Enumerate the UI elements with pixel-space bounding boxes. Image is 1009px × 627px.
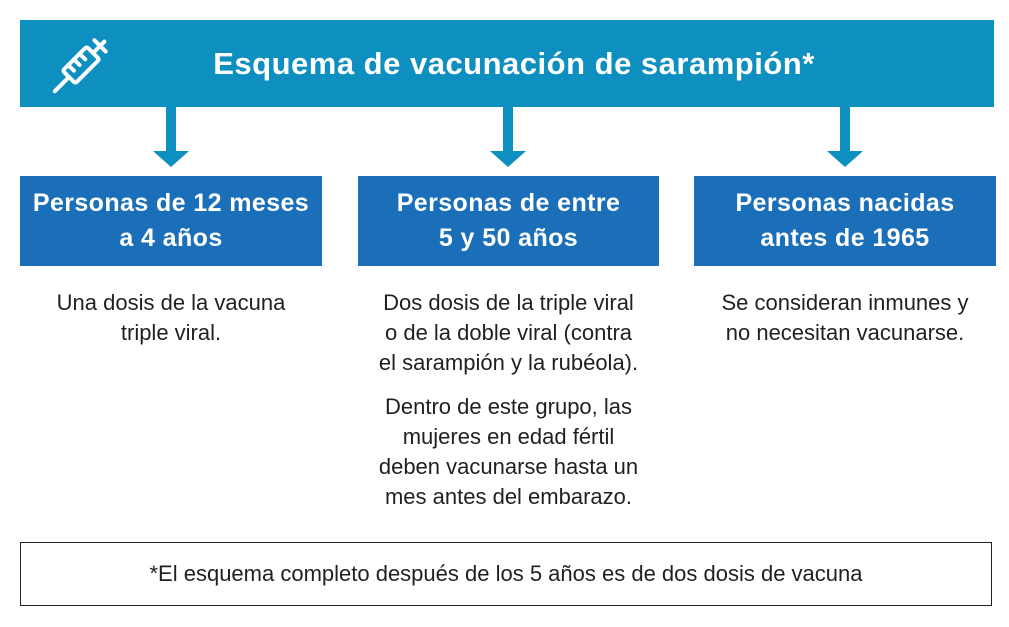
description-line: mujeres en edad fértil <box>402 424 615 449</box>
header-banner <box>20 20 994 107</box>
description-paragraph <box>345 288 672 378</box>
description-line: mes antes del embarazo. <box>384 484 633 509</box>
group-title-line: Personas de 12 meses <box>32 189 310 217</box>
page-title: Esquema de vacunación de sarampión* <box>213 46 815 81</box>
description-paragraph <box>345 392 672 512</box>
group-card-5-50-years <box>358 176 659 266</box>
description-line: el sarampión y la rubéola). <box>378 350 639 375</box>
description-line: Dos dosis de la triple viral <box>383 290 634 315</box>
description-paragraph <box>20 288 322 348</box>
arrow-down-icon <box>151 107 191 167</box>
footnote-text: *El esquema completo después de los 5 años es de dos dosis de vacuna <box>149 561 863 586</box>
description-line: Se consideran inmunes y <box>721 290 969 315</box>
arrow-down-icon <box>488 107 528 167</box>
group-title-line: Personas nacidas <box>735 189 955 217</box>
description-line: Una dosis de la vacuna <box>56 290 286 315</box>
group-title-line: Personas de entre <box>396 189 621 217</box>
group-description-5-50-years <box>345 288 672 512</box>
group-title-line: 5 y 50 años <box>438 224 579 252</box>
group-card-born-before-1965 <box>694 176 996 266</box>
group-title-line: antes de 1965 <box>760 224 930 252</box>
group-description-born-before-1965 <box>684 288 1006 348</box>
description-line: o de la doble viral (contra <box>384 320 633 345</box>
group-card-12-months-4-years <box>20 176 322 266</box>
arrow-down-icon <box>825 107 865 167</box>
group-title-line: a 4 años <box>119 224 223 252</box>
description-line: no necesitan vacunarse. <box>725 320 965 345</box>
description-line: Dentro de este grupo, las <box>384 394 633 419</box>
description-line: triple viral. <box>120 320 222 345</box>
footnote-box <box>20 542 992 606</box>
group-description-12-months-4-years <box>20 288 322 348</box>
description-paragraph <box>684 288 1006 348</box>
description-line: deben vacunarse hasta un <box>378 454 639 479</box>
